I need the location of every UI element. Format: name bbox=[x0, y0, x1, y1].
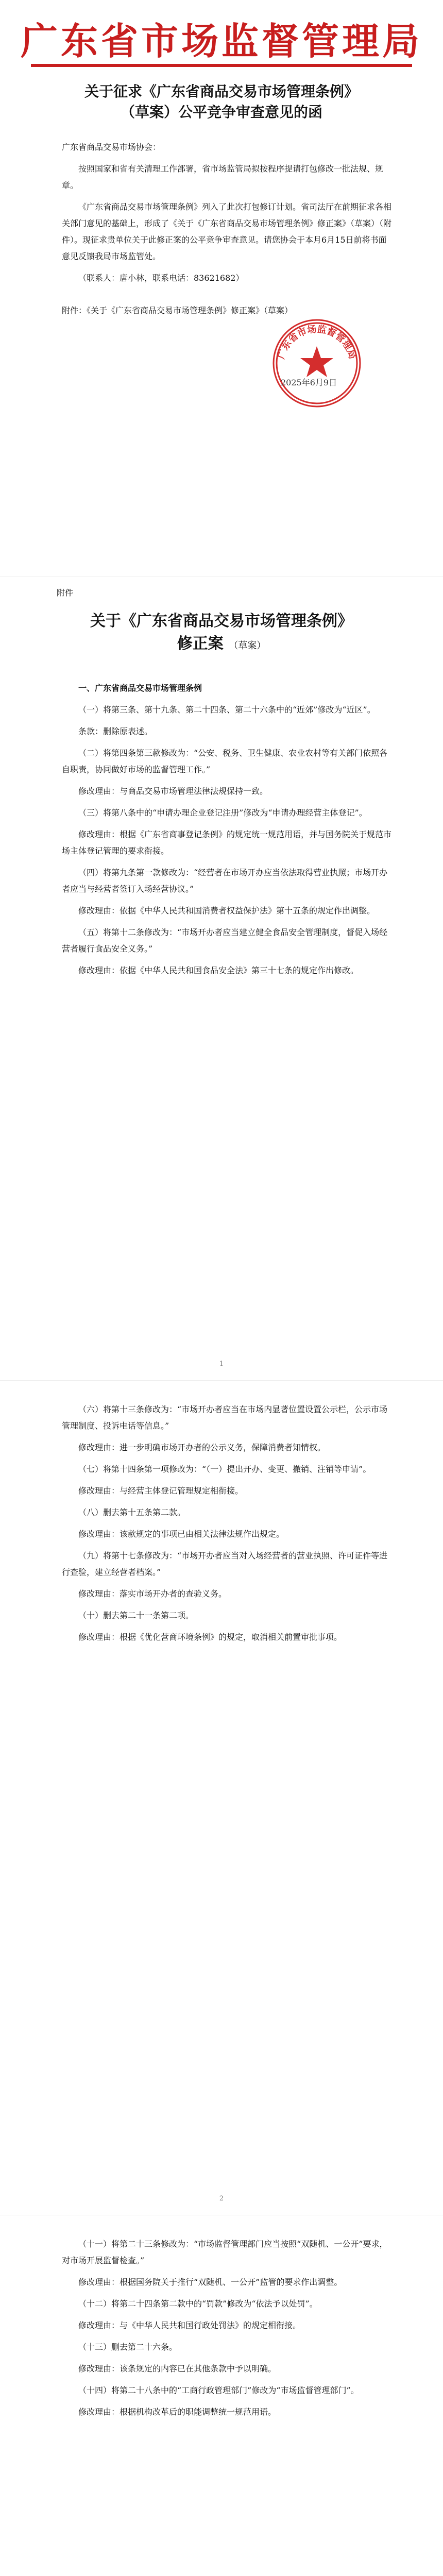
revision-item: （二）将第四条第三款修改为：“公安、税务、卫生健康、农业农村等有关部门依照各自职责，协同做好市场的监督管理工作。” bbox=[62, 748, 388, 774]
revision-item: 修改理由：依据《中华人民共和国食品安全法》第三十七条的规定作出修改。 bbox=[78, 965, 359, 975]
revision-item: （三）将第八条中的“申请办理企业登记注册”修改为“申请办理经营主体登记”。 bbox=[78, 808, 367, 818]
revision-item: 修改理由：根据国务院关于推行“双随机、一公开”监管的要求作出调整。 bbox=[78, 2277, 343, 2287]
revision-page-3 bbox=[0, 2215, 443, 2576]
document-title-line2: （草案）公平竞争审查意见的函 bbox=[120, 104, 322, 121]
revision-body-1 bbox=[62, 675, 391, 984]
revision-body-2 bbox=[62, 1401, 391, 1651]
draft-label: （草案） bbox=[229, 640, 266, 651]
revision-item: 修改理由：该条规定的内容已在其他条款中予以明确。 bbox=[78, 2364, 277, 2374]
revision-item: 条款：删除原表述。 bbox=[78, 726, 153, 736]
revision-item: （四）将第九条第一款修改为：“经营者在市场开办应当依法取得营业执照；市场开办者应当与经营者签订入场经营协议。” bbox=[62, 868, 388, 894]
cover-paragraph: 按照国家和省有关清理工作部署，省市场监管局拟按程序提请打包修改一批法规、规章。 bbox=[62, 164, 384, 190]
revision-item: 修改理由：与经营主体登记管理规定相衔接。 bbox=[78, 1486, 244, 1496]
cover-body bbox=[62, 139, 391, 286]
revision-page-2 bbox=[0, 1381, 443, 2215]
document-date: 2025年6月9日 bbox=[281, 378, 337, 387]
seal-text: 广东省市场监督管理局 bbox=[276, 324, 358, 361]
revision-item: （十二）将第二十四条第二款中的“罚款”修改为“依法予以处罚”。 bbox=[78, 2299, 318, 2309]
salutation: 广东省商品交易市场协会： bbox=[62, 142, 161, 152]
revision-item: （九）将第十七条修改为：“市场开办者应当对入场经营者的营业执照、许可证件等进行查验，建立经营者档案。” bbox=[62, 1551, 388, 1577]
revision-item: （八）删去第十五条第二款。 bbox=[78, 1507, 186, 1517]
revision-item: 修改理由：与《中华人民共和国行政处罚法》的规定相衔接。 bbox=[78, 2320, 301, 2330]
document-title bbox=[0, 81, 443, 123]
revision-title-line1: 关于《广东省商品交易市场管理条例》 bbox=[90, 612, 353, 630]
contact-info: （联系人：唐小林，联系电话：83621682） bbox=[78, 273, 244, 283]
attachment-label: 附件 bbox=[57, 588, 74, 598]
official-seal bbox=[268, 314, 366, 412]
revision-item: （十四）将第二十八条中的“工商行政管理部门”修改为“市场监督管理部门”。 bbox=[78, 2385, 359, 2395]
revision-item: （十）删去第二十一条第二项。 bbox=[78, 1611, 194, 1620]
revision-body-3 bbox=[62, 2236, 391, 2426]
revision-item: （五）将第十二条修改为：“市场开办者应当建立健全食品安全管理制度，督促入场经营者履行食品安全义务。” bbox=[62, 927, 388, 954]
revision-item: （六）将第十三条修改为：“市场开办者应当在市场内显著位置设置公示栏，公示市场管理制度、投诉电话等信息。” bbox=[62, 1404, 388, 1431]
revision-item: 修改理由：该款规定的事项已由相关法律法规作出规定。 bbox=[78, 1529, 285, 1539]
revision-item: 修改理由：落实市场开办者的查验义务。 bbox=[78, 1589, 227, 1599]
document-title-line1: 关于征求《广东省商品交易市场管理条例》 bbox=[84, 83, 359, 100]
revision-item: （十一）将第二十三条修改为：“市场监督管理部门应当按照“双随机、一公开”要求，对市场开展监督检查。” bbox=[62, 2239, 388, 2265]
revision-item: （七）将第十四条第一项修改为：“（一）提出开办、变更、撤销、注销等申请”。 bbox=[78, 1464, 371, 1474]
letterhead-divider bbox=[31, 64, 412, 67]
revision-item: 修改理由：根据《优化营商环境条例》的规定，取消相关前置审批事项。 bbox=[78, 1632, 343, 1642]
page-number: 2 bbox=[219, 2195, 224, 2202]
letterhead-title: 广东省市场监督管理局 bbox=[20, 19, 422, 63]
section-heading: 一、广东省商品交易市场管理条例 bbox=[78, 683, 202, 693]
revision-page-1 bbox=[0, 577, 443, 1381]
revision-item: 修改理由：依据《中华人民共和国消费者权益保护法》第十五条的规定作出调整。 bbox=[78, 906, 376, 916]
revision-item: （十三）删去第二十六条。 bbox=[78, 2342, 178, 2352]
revision-item: 修改理由：进一步明确市场开办者的公示义务，保障消费者知情权。 bbox=[78, 1443, 326, 1452]
cover-page bbox=[0, 0, 443, 577]
revision-item: （一）将第三条、第十九条、第二十四条、第二十六条中的“近郊”修改为“近区”。 bbox=[78, 705, 376, 715]
revision-title bbox=[0, 610, 443, 657]
revision-item: 修改理由：与商品交易市场管理法律法规保持一致。 bbox=[78, 786, 268, 796]
revision-title-line2: 修正案 bbox=[177, 635, 224, 653]
page-number: 1 bbox=[219, 1360, 224, 1368]
attachment-reference: 附件：《关于《广东省商品交易市场管理条例》修正案》（草案） bbox=[62, 306, 293, 315]
revision-item: 修改理由：根据《广东省商事登记条例》的规定统一规范用语，并与国务院关于规范市场主体登记管理的要求衔接。 bbox=[62, 829, 392, 856]
revision-item: 修改理由：根据机构改革后的职能调整统一规范用语。 bbox=[78, 2407, 277, 2417]
cover-paragraph: 《广东省商品交易市场管理条例》列入了此次打包修订计划。省司法厅在前期征求各相关部门意见的基础上，形成了《关于《广东省商品交易市场管理条例》修正案》（草案）（附件）。现征求贵单位关于此修正案的公平竞争审查意见。请您协会于本月6月15日前将书面意见反馈我局市场监管处。 bbox=[62, 202, 392, 261]
